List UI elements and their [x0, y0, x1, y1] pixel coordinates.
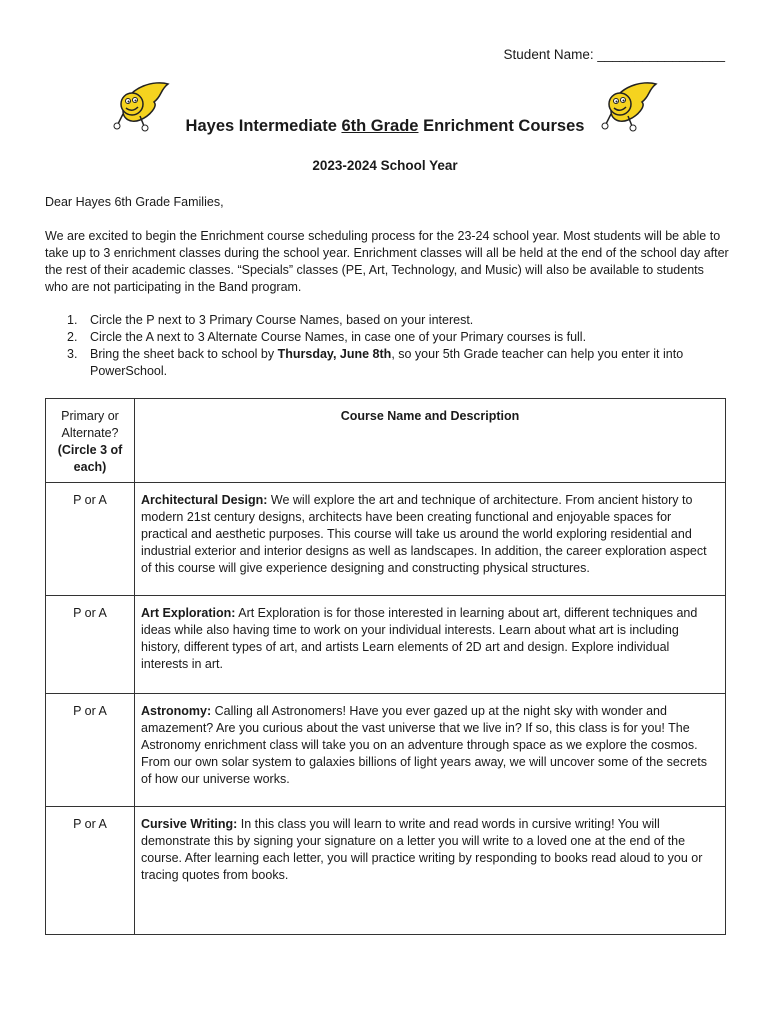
school-year: 2023-2024 School Year [312, 158, 458, 173]
primary-or-alternate-choice[interactable]: P or A [46, 694, 135, 807]
table-row [46, 807, 726, 935]
page-title: Hayes Intermediate 6th Grade Enrichment Courses [185, 117, 585, 135]
table-row [46, 483, 726, 596]
course-column-header: Course Name and Description [135, 399, 726, 483]
instruction-step: 3. Bring the sheet back to school by Thursday, June 8th, so your 5th Grade teacher can help you enter it into PowerSchool. [67, 347, 684, 378]
course-description: Architectural Design: We will explore the art and technique of architecture. From ancient history to modern 21st century designs, architects have been creating functional and enjoyable spaces for practical and aesthetic purposes. This course will take us around the world exploring residential and industrial exterior and interior designs as well as landscapes. In addition, the career exploration aspect of this course will give experience designing and constructing physical structures. [135, 483, 726, 596]
instruction-list [45, 312, 725, 380]
primary-or-alternate-choice[interactable]: P or A [46, 596, 135, 694]
course-description: Art Exploration: Art Exploration is for those interested in learning about art, different techniques and ideas while also having time to work on your individual interests. Learn about what art is including history, different types of art, and artists Learn elements of 2D art and design. Explore individual interests in art. [135, 596, 726, 694]
table-row [46, 694, 726, 807]
course-table [45, 398, 726, 935]
choice-column-header: Primary or Alternate? (Circle 3 of each) [46, 399, 135, 483]
course-description: Astronomy: Calling all Astronomers! Have you ever gazed up at the night sky with wonder and amazement? Are you curious about the vast universe that we live in? If so, this class is for you! The Astronomy enrichment class will take you on an adventure through space as we explore the cosmos. From our own solar system to galaxies billions of light years away, we will uncover some of the secrets of how our universe works. [135, 694, 726, 807]
primary-or-alternate-choice[interactable]: P or A [46, 807, 135, 935]
student-name-field: Student Name: _________________ [503, 47, 725, 62]
table-header-row [46, 399, 726, 483]
letter-intro: We are excited to begin the Enrichment course scheduling process for the 23-24 school year. Most students will be able to take up to 3 enrichment classes during the school year. Enrichment classes will all be held at the end of the school day after the rest of their academic classes. “Specials” classes (PE, Art, Technology, and Music) will also be available to students who are not participating in the Band program. [45, 229, 729, 294]
course-description: Cursive Writing: In this class you will learn to write and read words in cursive writing! You will demonstrate this by signing your signature on a letter you will write to a loved one at the end of the course. After learning each letter, you will practice writing by responding to books read aloud to you or tracing quotes from books. [135, 807, 726, 935]
table-row [46, 596, 726, 694]
letter-greeting: Dear Hayes 6th Grade Families, [45, 195, 224, 209]
primary-or-alternate-choice[interactable]: P or A [46, 483, 135, 596]
instruction-step: 1. Circle the P next to 3 Primary Course Names, based on your interest. [67, 313, 474, 327]
instruction-step: 2. Circle the A next to 3 Alternate Course Names, in case one of your Primary courses is full. [67, 330, 587, 344]
